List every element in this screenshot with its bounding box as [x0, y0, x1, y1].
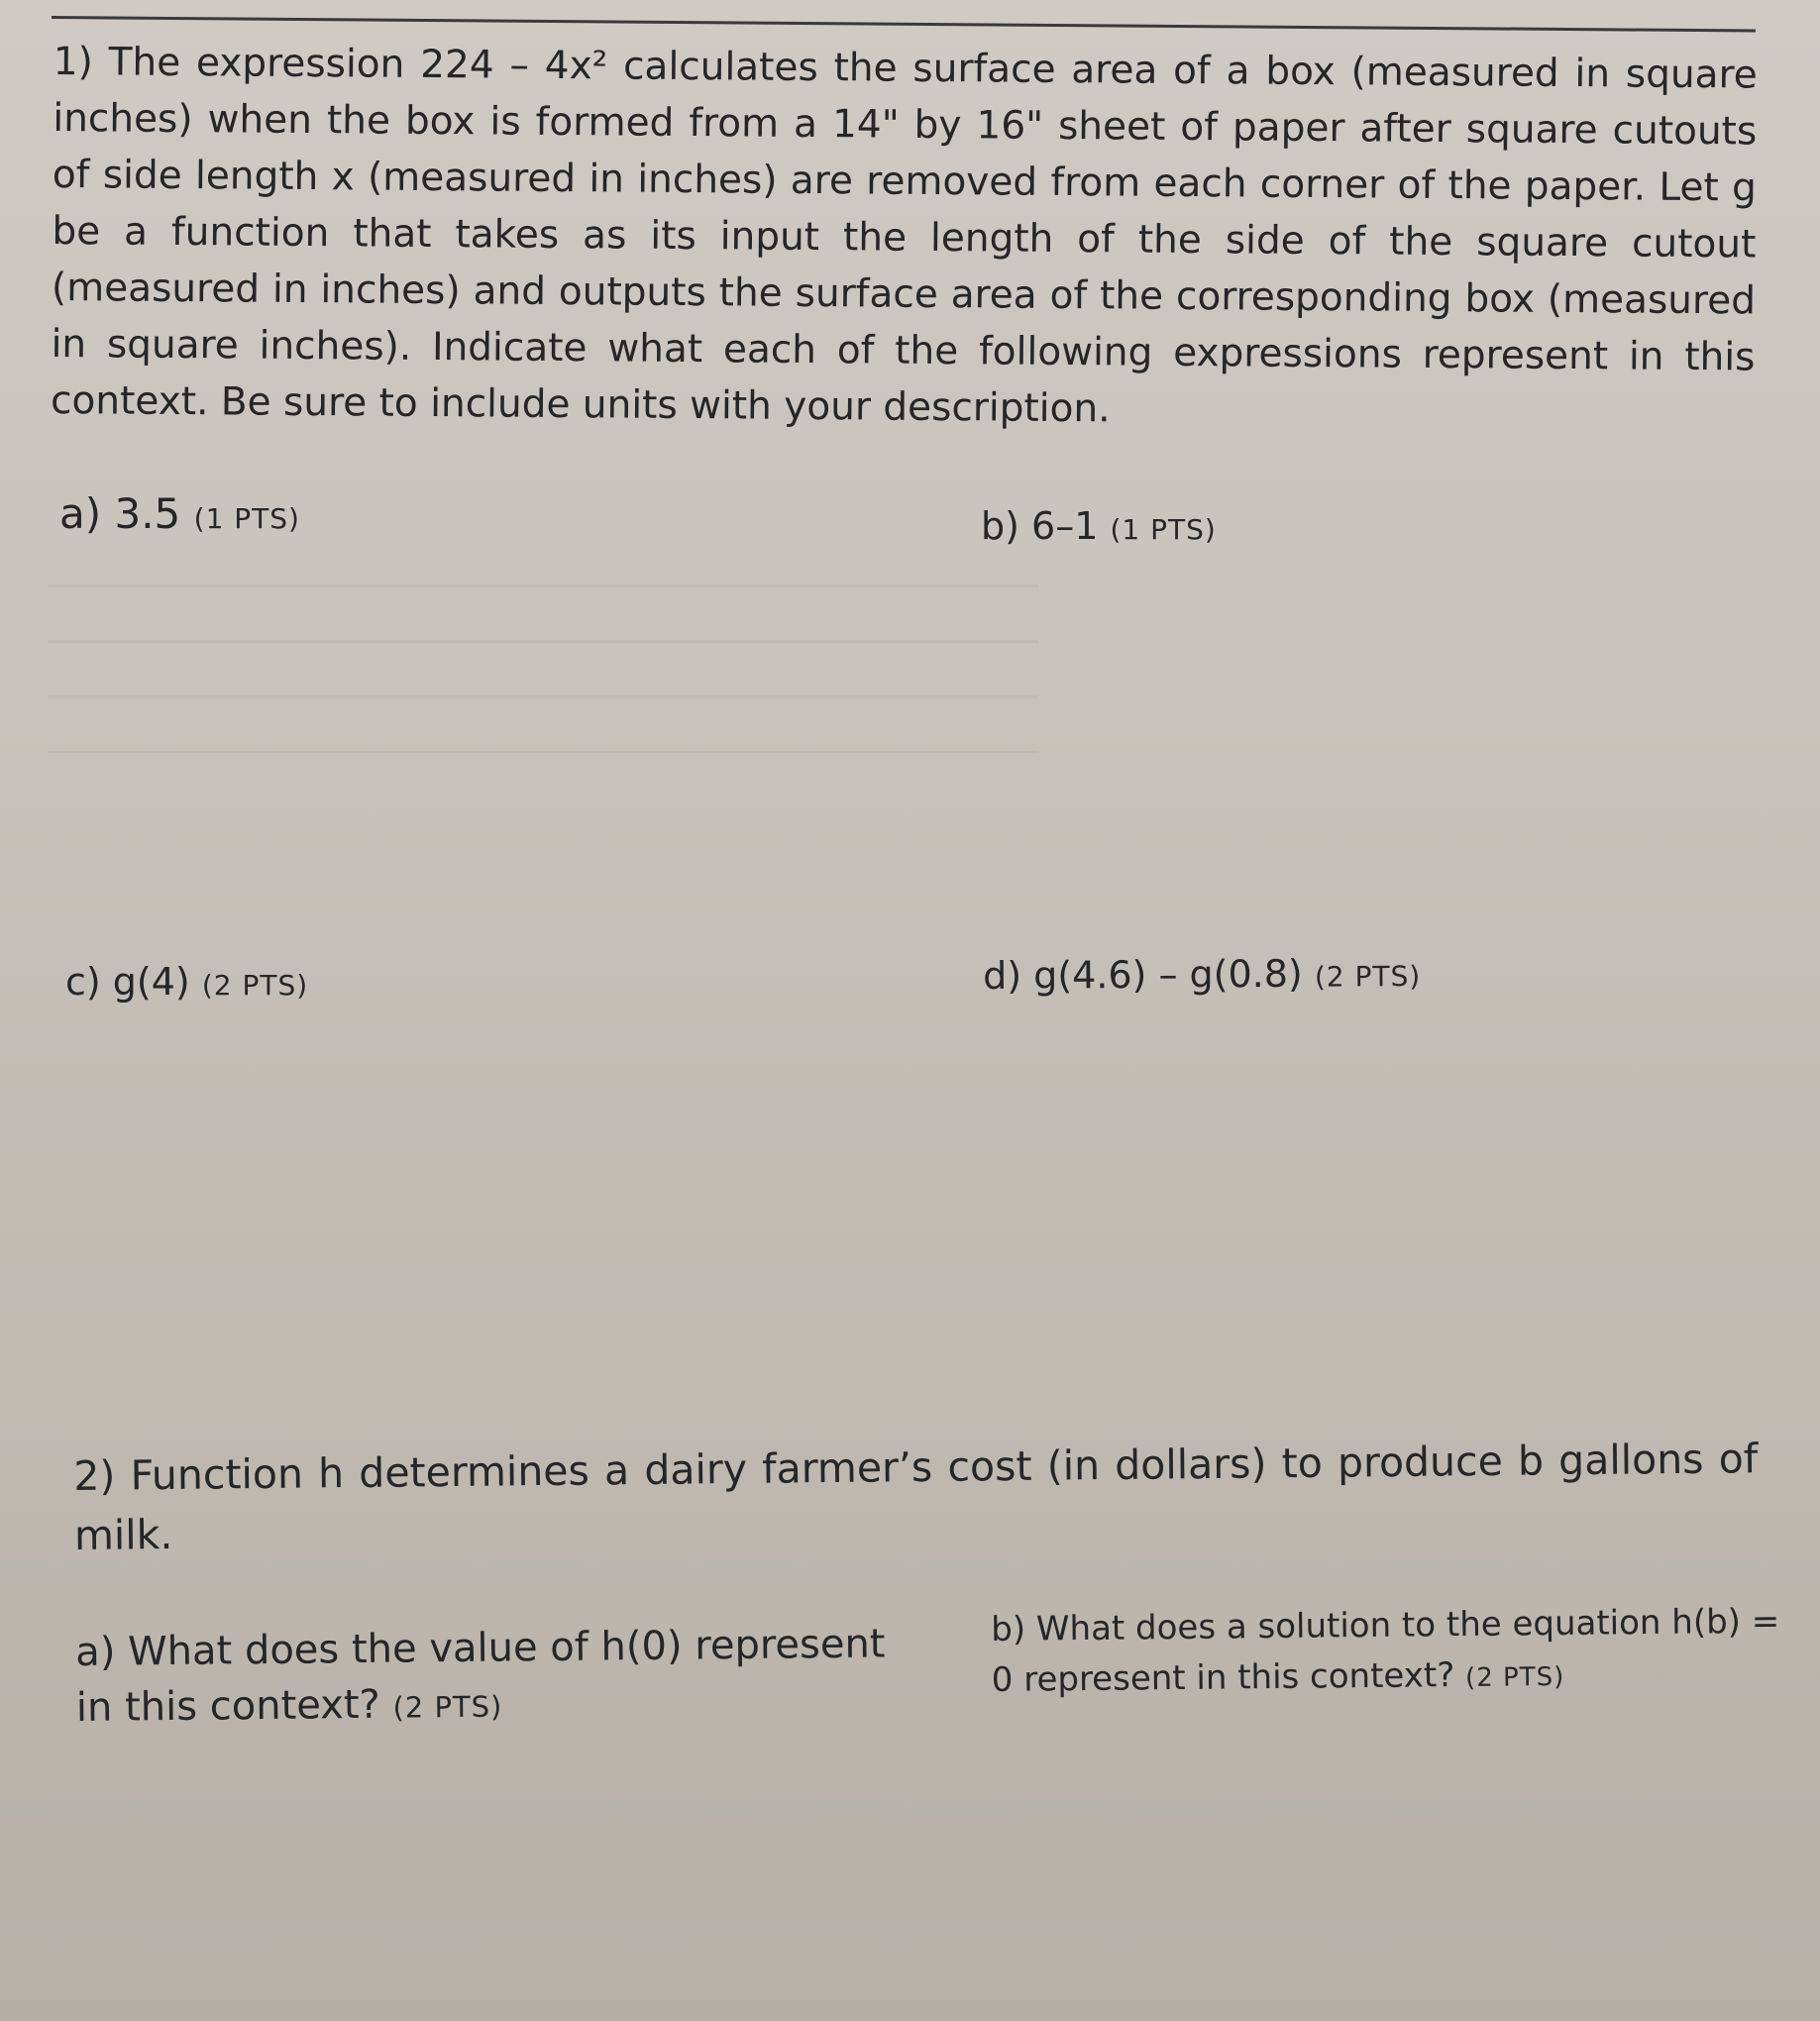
q2-part-b-label: b) What does a solution to the equation h(b) = 0 represent in this context? [991, 1601, 1780, 1700]
part-a-label: a) 3.5 [59, 489, 181, 538]
q2-part-b-points: (2 PTS) [1464, 1661, 1565, 1693]
part-b-points: (1 PTS) [1110, 513, 1217, 546]
bleed-through-marks [48, 585, 1038, 753]
question-1-part-d [983, 948, 1421, 1005]
question-1-part-b [981, 501, 1217, 555]
part-d-label: d) g(4.6) – g(0.8) [983, 951, 1303, 998]
question-2-part-a [75, 1616, 899, 1739]
question-1-part-c [65, 957, 308, 1010]
question-1-part-a [59, 489, 300, 544]
question-2-text: 2) Function h determines a dairy farmer’s cost (in dollars) to produce b gallons of milk. [73, 1435, 1759, 1559]
part-b-label: b) 6–1 [981, 504, 1099, 548]
question-2-part-b [991, 1597, 1784, 1709]
question-1-text: 1) The expression 224 – 4x² calculates the surface area of a box (measured in square inches) when the box is formed from a 14" by 16" sheet of paper after square cutouts of side length x (measured in inches) are removed from each corner of the paper. Let g be a function that takes as its input the length of the side of the square cutout (measured in inches) and outputs the surface area of the corresponding box (measured in square inches). Indicate what each of the following expressions represent in this context. Be sure to include units with your description. [50, 39, 1758, 432]
top-rule [52, 16, 1756, 33]
q2-part-a-points: (2 PTS) [392, 1689, 503, 1725]
part-d-points: (2 PTS) [1314, 959, 1422, 994]
part-c-points: (2 PTS) [201, 969, 309, 1002]
q2-part-a-label: a) What does the value of h(0) represent in this context? [75, 1621, 886, 1731]
part-a-points: (1 PTS) [193, 502, 300, 535]
part-c-label: c) g(4) [65, 960, 190, 1004]
